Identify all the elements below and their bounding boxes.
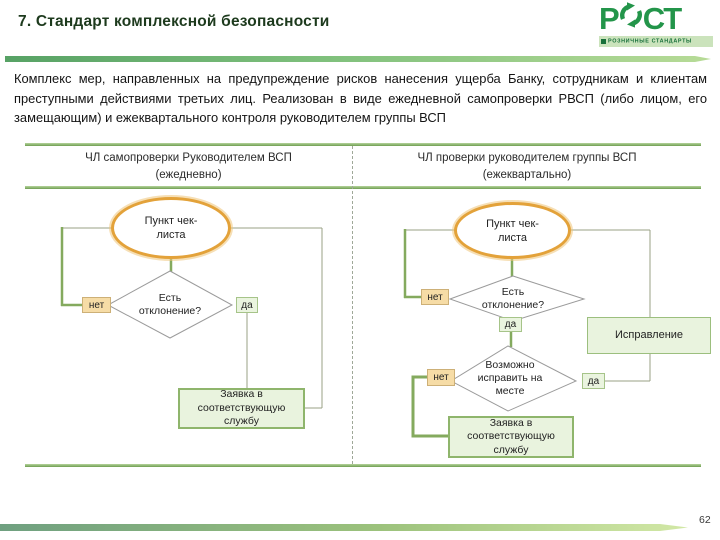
action-box-right-label: Заявка в соответствующую службу xyxy=(467,416,555,456)
column-header-right-line1: ЧЛ проверки руководителем группы ВСП xyxy=(417,152,637,164)
fix-box-right: Исправление xyxy=(587,317,711,354)
decision1-yes-label: да xyxy=(499,317,522,332)
decision1-no-label: нет xyxy=(421,289,449,305)
table-bottom-border xyxy=(25,464,701,467)
page-number: 62 xyxy=(699,514,711,526)
column-divider xyxy=(352,146,353,464)
header-accent-bar xyxy=(5,56,711,62)
logo-tagline-bar xyxy=(599,36,713,47)
logo-letter: Р xyxy=(599,1,619,36)
decision1-label-right: Есть отклонение? xyxy=(481,286,545,311)
column-header-left xyxy=(25,150,352,184)
decision-label-left: Есть отклонение? xyxy=(138,292,202,317)
yes-label-left: да xyxy=(236,297,258,313)
column-header-left-line1: ЧЛ самопроверки Руководителем ВСП xyxy=(85,152,292,164)
column-header-right xyxy=(353,150,701,184)
start-oval-right-label: Пункт чек-листа xyxy=(486,217,539,244)
no-label-left: нет xyxy=(82,297,111,313)
logo-wordmark xyxy=(599,1,717,35)
recycle-arrows-icon xyxy=(618,1,644,34)
start-oval-left-label: Пункт чек-листа xyxy=(144,215,198,241)
action-box-left-label: Заявка в соответствующую службу xyxy=(197,388,286,428)
start-oval-left xyxy=(111,197,231,259)
decision2-no-label: нет xyxy=(427,369,455,386)
company-logo xyxy=(599,1,717,47)
footer-accent-bar xyxy=(0,524,688,531)
action-box-left xyxy=(178,388,305,429)
logo-square-icon xyxy=(601,39,606,44)
intro-paragraph: Комплекс мер, направленных на предупреждение рисков нанесения ущерба Банку, сотрудникам и клиентам преступными действиями третьих лиц. Реализован в виде ежедневной самопроверки РВСП (либо лицом, его замещающим) и ежеквартального контроля руководителем группы ВСП xyxy=(14,71,707,125)
logo-tagline: РОЗНИЧНЫЕ СТАНДАРТЫ xyxy=(608,38,693,45)
action-box-right xyxy=(448,416,574,458)
start-oval-right xyxy=(454,202,571,259)
column-header-right-line2: (ежеквартально) xyxy=(482,169,572,181)
decision2-label-right: Возможно исправить на месте xyxy=(477,359,543,397)
table-header-underline xyxy=(25,186,701,189)
decision2-yes-label: да xyxy=(582,373,605,389)
page-title: 7. Стандарт комплексной безопасности xyxy=(18,13,330,30)
logo-letters: СТ xyxy=(642,1,682,36)
column-header-left-line2: (ежедневно) xyxy=(155,169,222,181)
table-top-border xyxy=(25,143,701,146)
